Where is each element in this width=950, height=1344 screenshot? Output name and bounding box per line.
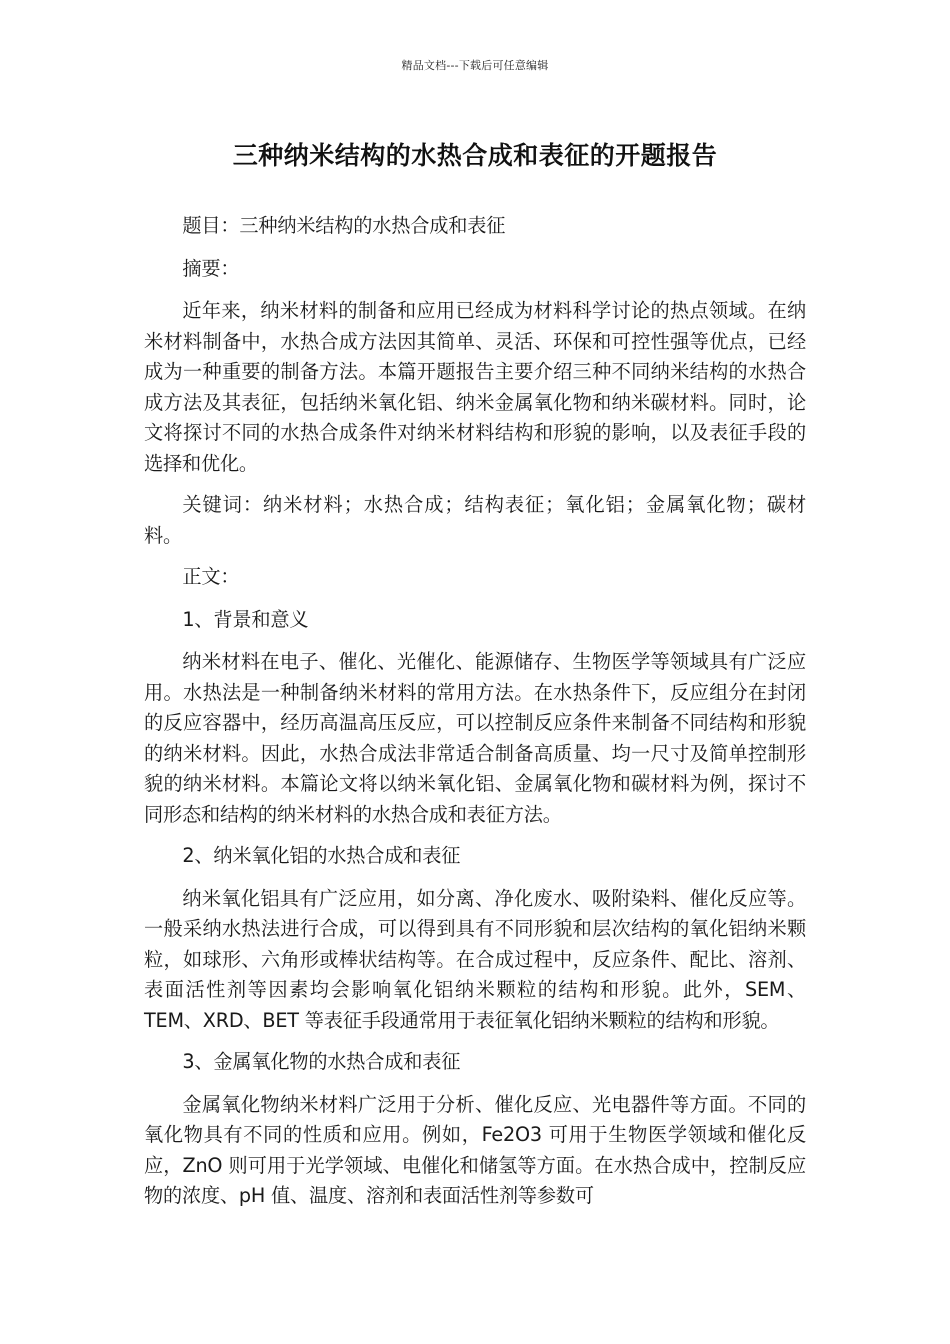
header-note: 精品文档---下载后可任意编辑 <box>401 59 549 72</box>
section-paragraph-3: 金属氧化物纳米材料广泛用于分析、催化反应、光电器件等方面。不同的氧化物具有不同的性质和应用。例如，Fe2O3 可用于生物医学领域和催化反应，ZnO 则可用于光学领域、电催化和储氢等方面。在水热合成中，控制反应物的浓度、pH 值、温度、溶剂和表面活性剂等参数可 <box>144 1092 806 1207</box>
topic-line: 题目：三种纳米结构的水热合成和表征 <box>182 214 506 237</box>
section-heading-1: 1、背景和意义 <box>182 607 309 631</box>
abstract-paragraph: 近年来，纳米材料的制备和应用已经成为材料科学讨论的热点领域。在纳米材料制备中，水热合成方法因其简单、灵活、环保和可控性强等优点，已经成为一种重要的制备方法。本篇开题报告主要介绍三种不同纳米结构的水热合成方法及其表征，包括纳米氧化铝、纳米金属氧化物和纳米碳材料。同时，论文将探讨不同的水热合成条件对纳米材料结构和形貌的影响，以及表征手段的选择和优化。 <box>144 299 806 475</box>
section-heading-2: 2、纳米氧化铝的水热合成和表征 <box>182 844 461 867</box>
section-heading-3: 3、金属氧化物的水热合成和表征 <box>182 1050 461 1073</box>
main-text-heading: 正文： <box>182 565 240 588</box>
document-title: 三种纳米结构的水热合成和表征的开题报告 <box>232 141 718 170</box>
section-paragraph-1: 纳米材料在电子、催化、光催化、能源储存、生物医学等领域具有广泛应用。水热法是一种制备纳米材料的常用方法。在水热条件下，反应组分在封闭的反应容器中，经历高温高压反应，可以控制反应条件来制备不同结构和形貌的纳米材料。因此，水热合成法非常适合制备高质量、均一尺寸及简单控制形貌的纳米材料。本篇论文将以纳米氧化铝、金属氧化物和碳材料为例，探讨不同形态和结构的纳米材料的水热合成和表征方法。 <box>144 650 806 826</box>
abstract-heading: 摘要： <box>182 256 240 280</box>
section-paragraph-2: 纳米氧化铝具有广泛应用，如分离、净化废水、吸附染料、催化反应等。一般采纳水热法进行合成，可以得到具有不同形貌和层次结构的氧化铝纳米颗粒，如球形、六角形或棒状结构等。在合成过程中，反应条件、配比、溶剂、表面活性剂等因素均会影响氧化铝纳米颗粒的结构和形貌。此外，SEM、TEM、XRD、BET 等表征手段通常用于表征氧化铝纳米颗粒的结构和形貌。 <box>144 886 806 1032</box>
keywords-line: 关键词：纳米材料；水热合成；结构表征；氧化铝；金属氧化物；碳材料。 <box>144 493 806 547</box>
document-body <box>144 211 806 1223</box>
